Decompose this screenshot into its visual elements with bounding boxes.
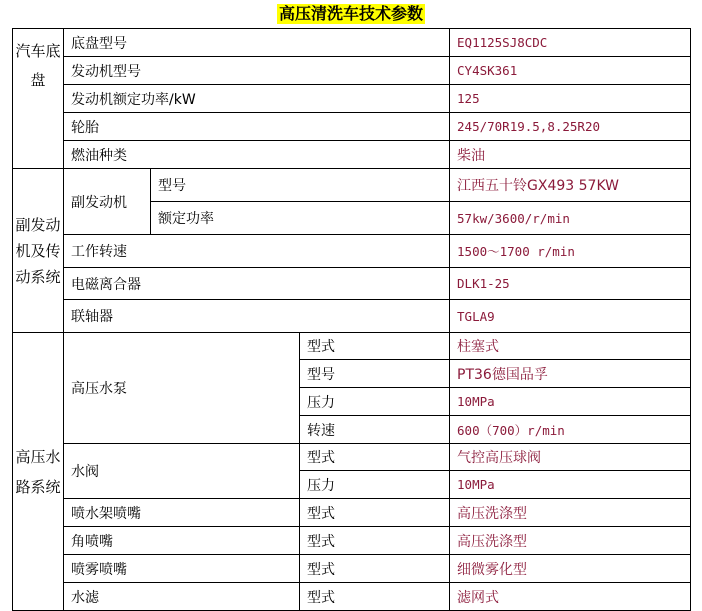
value-aux-engine-model: 江西五十铃GX493 57KW (450, 169, 691, 202)
label-mist-nozzle: 喷雾喷嘴 (64, 555, 300, 583)
table-row (13, 555, 691, 583)
label-chassis-model: 底盘型号 (64, 29, 450, 57)
value-engine-power: 125 (450, 85, 691, 113)
table-row (13, 57, 691, 85)
label-pump: 高压水泵 (64, 333, 300, 444)
value-valve-type: 气控高压球阀 (450, 444, 691, 471)
label-aux-engine: 副发动机 (64, 169, 151, 235)
label-aux-engine-model: 型号 (151, 169, 450, 202)
label-valve-type: 型式 (300, 444, 450, 471)
label-spray-rack: 喷水架喷嘴 (64, 499, 300, 527)
table-row (13, 235, 691, 268)
value-clutch: DLK1-25 (450, 268, 691, 300)
label-corner-nozzle-type: 型式 (300, 527, 450, 555)
label-pump-model: 型号 (300, 360, 450, 388)
table-row (13, 499, 691, 527)
value-chassis-model: EQ1125SJ8CDC (450, 29, 691, 57)
label-tire: 轮胎 (64, 113, 450, 141)
label-engine-model: 发动机型号 (64, 57, 450, 85)
label-clutch: 电磁离合器 (64, 268, 450, 300)
value-pump-pressure: 10MPa (450, 388, 691, 416)
label-pump-pressure: 压力 (300, 388, 450, 416)
label-filter-type: 型式 (300, 583, 450, 611)
value-engine-model: CY4SK361 (450, 57, 691, 85)
value-filter: 滤网式 (450, 583, 691, 611)
table-row (13, 29, 691, 57)
section-water: 高压水路系统 (13, 333, 64, 611)
label-valve: 水阀 (64, 444, 300, 499)
label-pump-type: 型式 (300, 333, 450, 360)
value-fuel: 柴油 (450, 141, 691, 169)
value-tire: 245/70R19.5,8.25R20 (450, 113, 691, 141)
label-filter: 水滤 (64, 583, 300, 611)
value-corner-nozzle: 高压洗涤型 (450, 527, 691, 555)
table-row (13, 583, 691, 611)
label-aux-engine-power: 额定功率 (151, 202, 450, 235)
value-aux-engine-power: 57kw/3600/r/min (450, 202, 691, 235)
label-spray-rack-type: 型式 (300, 499, 450, 527)
label-valve-pressure: 压力 (300, 471, 450, 499)
value-work-speed: 1500～1700 r/min (450, 235, 691, 268)
title-row (0, 0, 702, 28)
label-coupling: 联轴器 (64, 300, 450, 333)
table-row (13, 527, 691, 555)
value-valve-pressure: 10MPa (450, 471, 691, 499)
value-coupling: TGLA9 (450, 300, 691, 333)
value-mist-nozzle: 细微雾化型 (450, 555, 691, 583)
table-row (13, 169, 691, 202)
table-row (13, 333, 691, 360)
table-row (13, 141, 691, 169)
table-row (13, 444, 691, 471)
label-fuel: 燃油种类 (64, 141, 450, 169)
table-row (13, 113, 691, 141)
label-engine-power: 发动机额定功率/kW (64, 85, 450, 113)
table-row (13, 85, 691, 113)
label-corner-nozzle: 角喷嘴 (64, 527, 300, 555)
table-row (13, 268, 691, 300)
label-mist-nozzle-type: 型式 (300, 555, 450, 583)
spec-table (12, 28, 691, 611)
value-pump-type: 柱塞式 (450, 333, 691, 360)
section-chassis: 汽车底盘 (13, 29, 64, 169)
table-row (13, 300, 691, 333)
label-pump-speed: 转速 (300, 416, 450, 444)
value-pump-model: PT36德国品孚 (450, 360, 691, 388)
label-work-speed: 工作转速 (64, 235, 450, 268)
section-engine: 副发动机及传动系统 (13, 169, 64, 333)
value-pump-speed: 600（700）r/min (450, 416, 691, 444)
table-title: 高压清洗车技术参数 (278, 4, 423, 23)
value-spray-rack: 高压洗涤型 (450, 499, 691, 527)
